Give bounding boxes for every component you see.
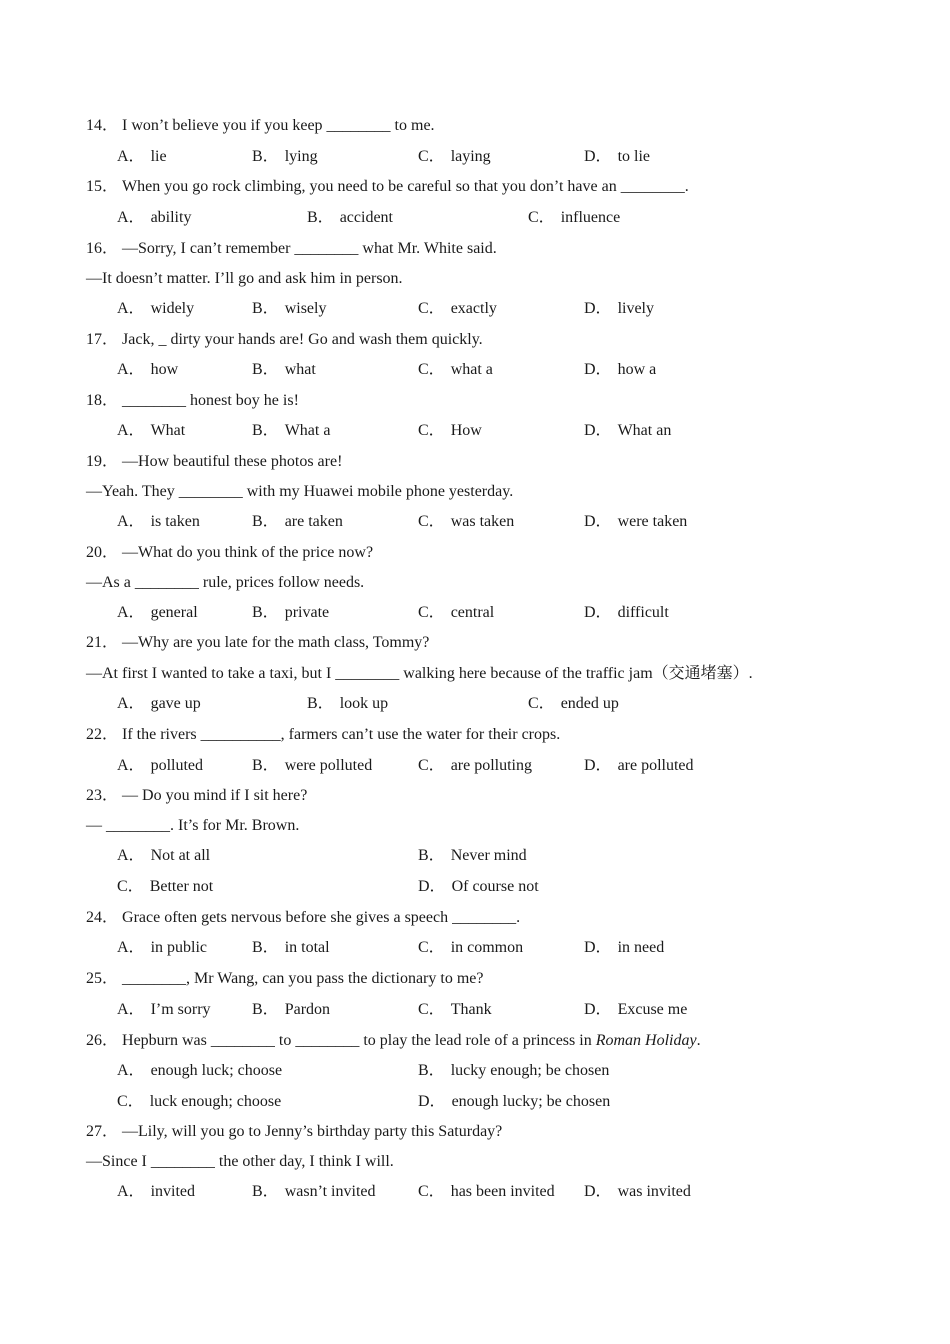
answer-option[interactable] xyxy=(584,938,664,958)
option-letter: D． xyxy=(584,1183,612,1200)
option-text: how a xyxy=(617,361,657,378)
answer-option[interactable] xyxy=(117,877,213,897)
answer-option[interactable] xyxy=(584,603,669,623)
answer-option[interactable] xyxy=(117,1182,195,1202)
question-text: —As a ________ rule, prices follow needs. xyxy=(86,574,365,591)
question-number: 24． xyxy=(86,909,119,926)
option-row xyxy=(0,421,950,441)
option-row xyxy=(0,1092,950,1112)
option-letter: A． xyxy=(117,148,145,165)
option-letter: A． xyxy=(117,847,145,864)
answer-option[interactable] xyxy=(584,360,656,380)
option-text: is taken xyxy=(150,513,200,530)
option-row xyxy=(0,1061,950,1081)
option-letter: A． xyxy=(117,695,145,712)
option-text: has been invited xyxy=(450,1183,555,1200)
option-letter: B． xyxy=(252,1183,279,1200)
option-text: look up xyxy=(339,695,389,712)
question-text: —At first I wanted to take a taxi, but I ________ walking here because of the traffic jam（交通堵塞）. xyxy=(86,665,753,682)
answer-option[interactable] xyxy=(418,512,514,532)
question-number: 15． xyxy=(86,178,119,195)
option-letter: D． xyxy=(584,1001,612,1018)
option-text: how xyxy=(150,361,179,378)
option-letter: A． xyxy=(117,300,145,317)
question-line xyxy=(86,664,753,684)
option-letter: A． xyxy=(117,757,145,774)
option-text: in need xyxy=(617,939,665,956)
option-text: invited xyxy=(150,1183,195,1200)
question-number: 16． xyxy=(86,240,119,257)
option-row xyxy=(0,208,950,228)
answer-option[interactable] xyxy=(252,938,330,958)
question-number: 18． xyxy=(86,392,119,409)
answer-option[interactable] xyxy=(252,360,316,380)
option-text: laying xyxy=(450,148,491,165)
answer-option[interactable] xyxy=(117,421,185,441)
answer-option[interactable] xyxy=(528,694,619,714)
answer-option[interactable] xyxy=(252,512,343,532)
answer-option[interactable] xyxy=(418,147,491,167)
option-letter: A． xyxy=(117,361,145,378)
option-text: lie xyxy=(150,148,167,165)
question-line xyxy=(86,116,435,136)
question-line xyxy=(86,1031,701,1051)
answer-option[interactable] xyxy=(418,603,494,623)
question-number: 27． xyxy=(86,1123,119,1140)
question-number: 17． xyxy=(86,331,119,348)
option-text: Never mind xyxy=(450,847,527,864)
answer-option[interactable] xyxy=(117,938,207,958)
option-letter: D． xyxy=(418,878,446,895)
option-letter: B． xyxy=(252,300,279,317)
question-line xyxy=(86,269,403,289)
option-letter: C． xyxy=(418,361,445,378)
question-text: Grace often gets nervous before she gives a speech ________. xyxy=(122,909,521,926)
option-letter: B． xyxy=(252,513,279,530)
option-text: in common xyxy=(450,939,524,956)
question-number: 20． xyxy=(86,544,119,561)
question-number: 19． xyxy=(86,453,119,470)
option-row xyxy=(0,1000,950,1020)
answer-option[interactable] xyxy=(418,938,523,958)
option-letter: D． xyxy=(584,757,612,774)
option-text: Of course not xyxy=(451,878,539,895)
option-text: was invited xyxy=(617,1183,691,1200)
question-text: ________ honest boy he is! xyxy=(122,392,299,409)
option-letter: D． xyxy=(584,604,612,621)
question-number: 22． xyxy=(86,726,119,743)
option-letter: D． xyxy=(584,939,612,956)
option-text: luck enough; choose xyxy=(149,1093,282,1110)
option-text: polluted xyxy=(150,757,203,774)
answer-option[interactable] xyxy=(418,360,493,380)
question-number: 23． xyxy=(86,787,119,804)
question-number: 25． xyxy=(86,970,119,987)
option-letter: B． xyxy=(307,209,334,226)
answer-option[interactable] xyxy=(117,1092,281,1112)
answer-option[interactable] xyxy=(418,299,497,319)
answer-option[interactable] xyxy=(117,512,200,532)
option-letter: A． xyxy=(117,422,145,439)
option-text: lively xyxy=(617,300,654,317)
option-letter: D． xyxy=(584,361,612,378)
answer-option[interactable] xyxy=(117,603,198,623)
option-text: were taken xyxy=(617,513,688,530)
option-row xyxy=(0,1182,950,1202)
option-row xyxy=(0,360,950,380)
option-letter: C． xyxy=(528,695,555,712)
option-text: in total xyxy=(284,939,330,956)
question-line xyxy=(86,633,429,653)
option-letter: D． xyxy=(584,513,612,530)
option-text: gave up xyxy=(150,695,201,712)
answer-option[interactable] xyxy=(117,694,201,714)
option-letter: B． xyxy=(252,604,279,621)
option-letter: C． xyxy=(418,513,445,530)
answer-option[interactable] xyxy=(117,1000,211,1020)
answer-option[interactable] xyxy=(252,603,329,623)
option-text: influence xyxy=(560,209,621,226)
question-line xyxy=(86,391,299,411)
option-letter: A． xyxy=(117,939,145,956)
question-text: Hepburn was ________ to ________ to play the lead role of a princess in xyxy=(122,1032,596,1049)
question-text: —Yeah. They ________ with my Huawei mobile phone yesterday. xyxy=(86,483,514,500)
answer-option[interactable] xyxy=(584,421,671,441)
option-text: enough luck; choose xyxy=(150,1062,283,1079)
option-text: what a xyxy=(450,361,493,378)
option-letter: C． xyxy=(418,300,445,317)
question-text: Jack, _ dirty your hands are! Go and wash them quickly. xyxy=(122,331,483,348)
answer-option[interactable] xyxy=(117,208,191,228)
option-letter: B． xyxy=(252,1001,279,1018)
option-letter: C． xyxy=(117,1093,144,1110)
option-text: wisely xyxy=(284,300,327,317)
question-line xyxy=(86,177,689,197)
option-letter: C． xyxy=(528,209,555,226)
option-row xyxy=(0,512,950,532)
question-text: I won’t believe you if you keep ________ to me. xyxy=(122,117,435,134)
question-line xyxy=(86,239,497,259)
option-letter: C． xyxy=(418,604,445,621)
question-text: If the rivers __________, farmers can’t use the water for their crops. xyxy=(122,726,561,743)
option-letter: A． xyxy=(117,209,145,226)
answer-option[interactable] xyxy=(307,208,393,228)
option-text: exactly xyxy=(450,300,497,317)
option-text: How xyxy=(450,422,482,439)
question-number: 21． xyxy=(86,634,119,651)
option-row xyxy=(0,147,950,167)
question-text-tail: . xyxy=(696,1032,701,1049)
option-letter: A． xyxy=(117,1001,145,1018)
option-row xyxy=(0,756,950,776)
question-line xyxy=(86,969,483,989)
option-letter: B． xyxy=(252,422,279,439)
option-text: enough lucky; be chosen xyxy=(451,1093,611,1110)
option-text: I’m sorry xyxy=(150,1001,211,1018)
question-text: —How beautiful these photos are! xyxy=(122,453,343,470)
option-letter: B． xyxy=(252,361,279,378)
question-text: —Lily, will you go to Jenny’s birthday party this Saturday? xyxy=(122,1123,503,1140)
answer-option[interactable] xyxy=(418,756,532,776)
option-letter: B． xyxy=(418,847,445,864)
option-text: central xyxy=(450,604,495,621)
option-letter: C． xyxy=(418,422,445,439)
option-text: ended up xyxy=(560,695,619,712)
question-text: — Do you mind if I sit here? xyxy=(122,787,308,804)
answer-option[interactable] xyxy=(584,512,687,532)
answer-option[interactable] xyxy=(252,756,372,776)
question-number: 26． xyxy=(86,1032,119,1049)
option-text: lucky enough; be chosen xyxy=(450,1062,610,1079)
answer-option[interactable] xyxy=(418,1061,609,1081)
option-letter: A． xyxy=(117,513,145,530)
question-line xyxy=(86,452,342,472)
option-text: accident xyxy=(339,209,393,226)
question-line xyxy=(86,786,307,806)
answer-option[interactable] xyxy=(117,147,167,167)
option-letter: C． xyxy=(418,757,445,774)
option-text: Better not xyxy=(149,878,214,895)
option-row xyxy=(0,846,950,866)
option-letter: B． xyxy=(418,1062,445,1079)
option-text: wasn’t invited xyxy=(284,1183,376,1200)
question-text: When you go rock climbing, you need to be careful so that you don’t have an ________. xyxy=(122,178,689,195)
answer-option[interactable] xyxy=(584,1000,687,1020)
option-letter: D． xyxy=(584,422,612,439)
option-letter: C． xyxy=(418,1001,445,1018)
question-text: —Why are you late for the math class, Tommy? xyxy=(122,634,430,651)
answer-option[interactable] xyxy=(117,360,178,380)
question-line xyxy=(86,543,373,563)
option-text: was taken xyxy=(450,513,515,530)
option-letter: C． xyxy=(418,148,445,165)
answer-option[interactable] xyxy=(418,421,482,441)
option-text: What an xyxy=(617,422,672,439)
option-letter: A． xyxy=(117,1183,145,1200)
question-line xyxy=(86,482,513,502)
italic-title: Roman Holiday xyxy=(595,1032,697,1049)
option-letter: B． xyxy=(252,757,279,774)
option-text: Pardon xyxy=(284,1001,331,1018)
option-letter: D． xyxy=(418,1093,446,1110)
option-text: widely xyxy=(150,300,195,317)
option-text: are taken xyxy=(284,513,343,530)
answer-option[interactable] xyxy=(307,694,388,714)
option-text: what xyxy=(284,361,316,378)
option-letter: A． xyxy=(117,604,145,621)
option-letter: B． xyxy=(252,148,279,165)
option-text: difficult xyxy=(617,604,669,621)
answer-option[interactable] xyxy=(584,756,694,776)
option-text: in public xyxy=(150,939,207,956)
option-text: private xyxy=(284,604,330,621)
answer-option[interactable] xyxy=(418,1000,492,1020)
option-text: Thank xyxy=(450,1001,492,1018)
option-letter: C． xyxy=(418,939,445,956)
option-text: What xyxy=(150,422,186,439)
option-text: lying xyxy=(284,148,318,165)
question-text: — ________. It’s for Mr. Brown. xyxy=(86,817,300,834)
answer-option[interactable] xyxy=(252,1182,376,1202)
question-text: —It doesn’t matter. I’ll go and ask him in person. xyxy=(86,270,403,287)
answer-option[interactable] xyxy=(584,1182,691,1202)
option-text: Not at all xyxy=(150,847,211,864)
answer-option[interactable] xyxy=(117,1061,282,1081)
option-text: What a xyxy=(284,422,331,439)
answer-option[interactable] xyxy=(418,846,527,866)
question-line xyxy=(86,908,520,928)
question-text: —Sorry, I can’t remember ________ what Mr. White said. xyxy=(122,240,497,257)
question-text: —Since I ________ the other day, I think I will. xyxy=(86,1153,394,1170)
option-text: are polluting xyxy=(450,757,532,774)
question-text: ________, Mr Wang, can you pass the dictionary to me? xyxy=(122,970,484,987)
question-line xyxy=(86,816,299,836)
answer-option[interactable] xyxy=(252,147,318,167)
question-line xyxy=(86,573,364,593)
option-text: general xyxy=(150,604,198,621)
option-row xyxy=(0,694,950,714)
question-line xyxy=(86,1152,394,1172)
option-text: were polluted xyxy=(284,757,373,774)
answer-option[interactable] xyxy=(117,846,210,866)
answer-option[interactable] xyxy=(584,299,654,319)
option-letter: B． xyxy=(307,695,334,712)
question-line xyxy=(86,725,560,745)
answer-option[interactable] xyxy=(418,1092,610,1112)
option-row xyxy=(0,603,950,623)
question-line xyxy=(86,1122,502,1142)
option-text: Excuse me xyxy=(617,1001,688,1018)
option-letter: A． xyxy=(117,1062,145,1079)
answer-option[interactable] xyxy=(117,299,194,319)
answer-option[interactable] xyxy=(418,1182,555,1202)
answer-option[interactable] xyxy=(117,756,203,776)
option-letter: C． xyxy=(117,878,144,895)
option-letter: C． xyxy=(418,1183,445,1200)
option-letter: B． xyxy=(252,939,279,956)
option-row xyxy=(0,877,950,897)
question-line xyxy=(86,330,483,350)
option-row xyxy=(0,299,950,319)
answer-option[interactable] xyxy=(584,147,650,167)
question-text: —What do you think of the price now? xyxy=(122,544,374,561)
option-letter: D． xyxy=(584,148,612,165)
question-number: 14． xyxy=(86,117,119,134)
answer-option[interactable] xyxy=(252,1000,330,1020)
option-text: ability xyxy=(150,209,192,226)
option-row xyxy=(0,938,950,958)
answer-option[interactable] xyxy=(528,208,620,228)
answer-option[interactable] xyxy=(252,299,326,319)
option-text: to lie xyxy=(617,148,650,165)
answer-option[interactable] xyxy=(252,421,330,441)
option-text: are polluted xyxy=(617,757,694,774)
answer-option[interactable] xyxy=(418,877,539,897)
option-letter: D． xyxy=(584,300,612,317)
